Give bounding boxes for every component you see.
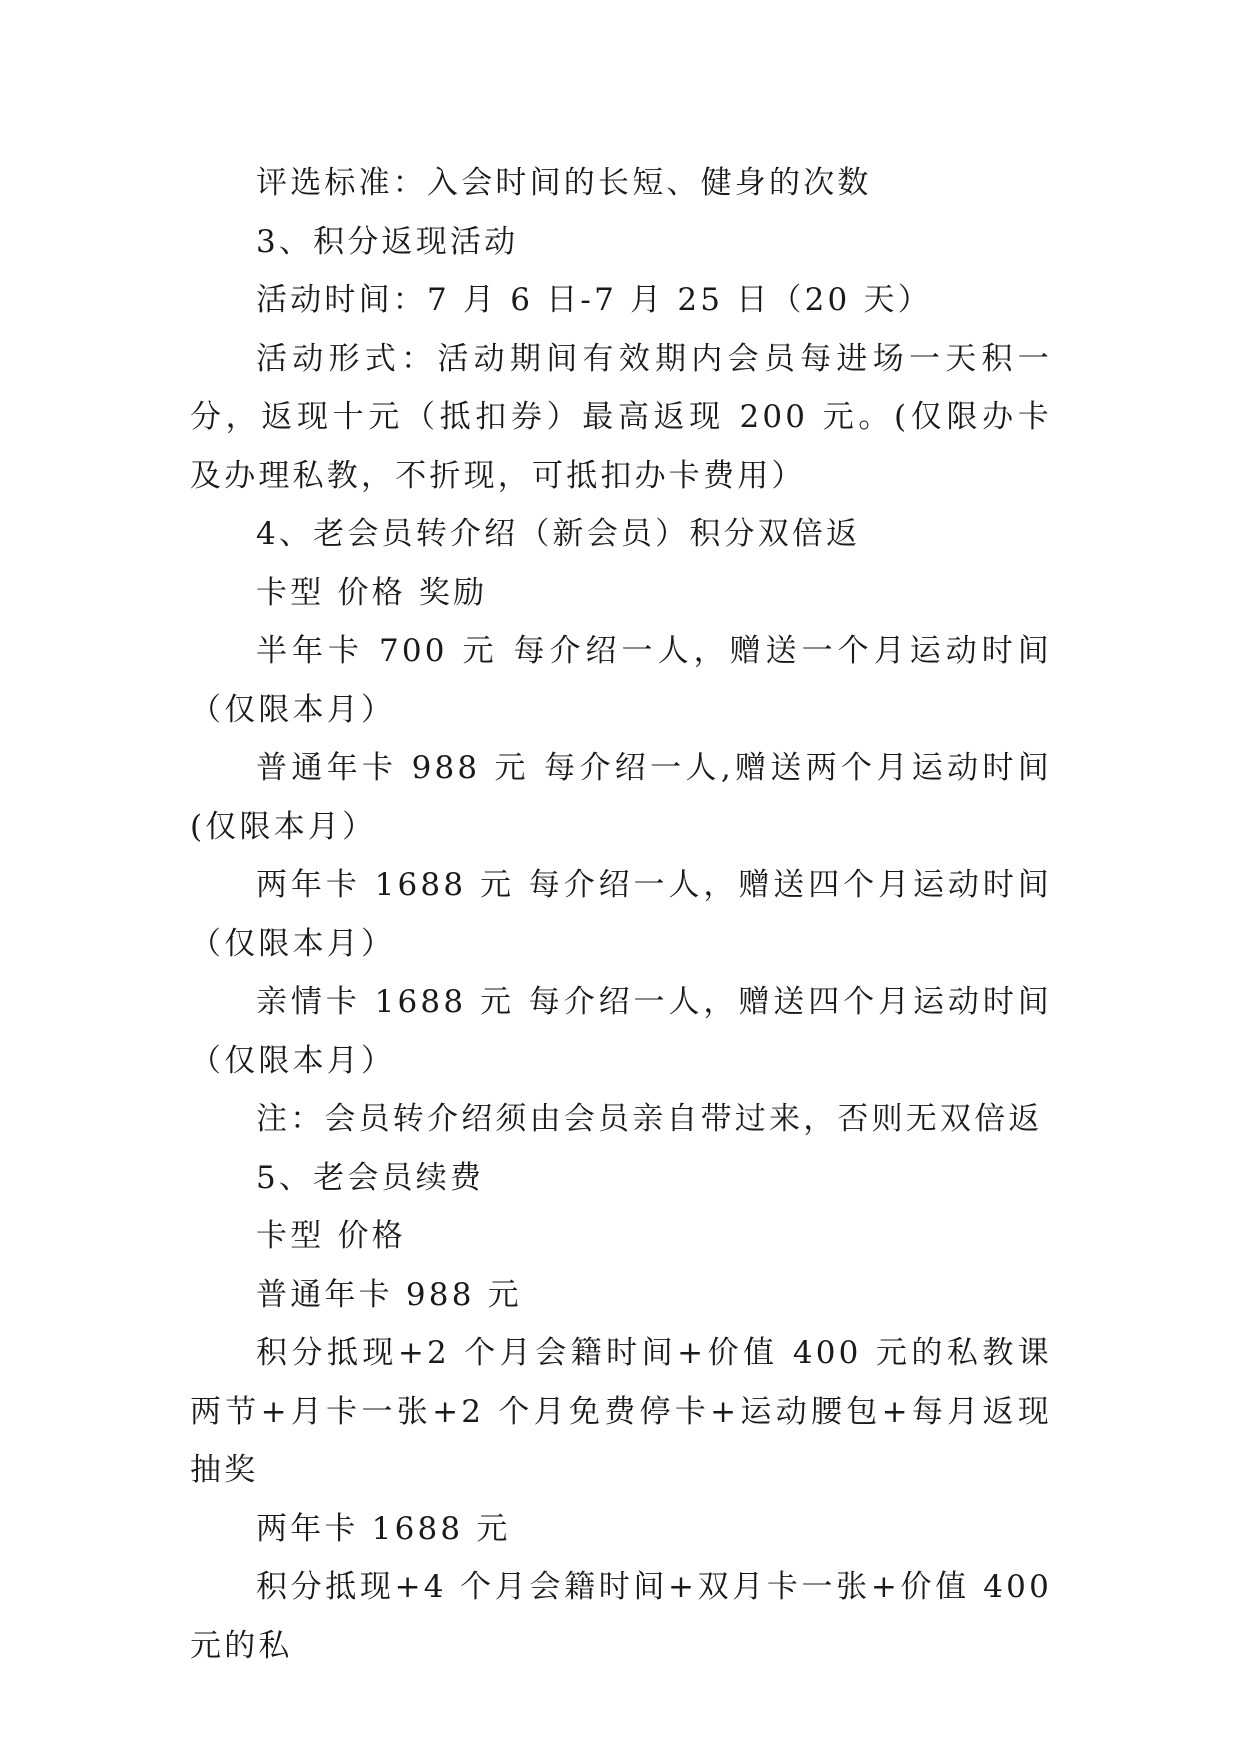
paragraph-activity-time: 活动时间：7 月 6 日-7 月 25 日（20 天） <box>256 282 932 318</box>
paragraph-annual-card: 普通年卡 988 元 每介绍一人,赠送两个月运动时间(仅限本月） <box>190 750 1052 845</box>
paragraph-two-year-card: 两年卡 1688 元 每介绍一人，赠送四个月运动时间（仅限本月） <box>190 867 1052 962</box>
paragraph-family-card: 亲情卡 1688 元 每介绍一人，赠送四个月运动时间（仅限本月） <box>190 984 1052 1079</box>
heading-points-cashback: 3、积分返现活动 <box>256 223 519 260</box>
document-page <box>190 154 1052 1675</box>
paragraph-referral-columns: 卡型 价格 奖励 <box>256 574 488 611</box>
heading-referral: 4、老会员转介绍（新会员）积分双倍返 <box>256 516 861 552</box>
paragraph-referral-note: 注：会员转介绍须由会员亲自带过来，否则无双倍返 <box>256 1101 1043 1137</box>
paragraph-renewal-columns: 卡型 价格 <box>256 1218 406 1254</box>
paragraph-renewal-two-year-benefits: 积分抵现+4 个月会籍时间+双月卡一张+价值 400 元的私 <box>190 1569 1052 1664</box>
paragraph-renewal-two-year-card: 两年卡 1688 元 <box>256 1510 511 1547</box>
paragraph-selection-criteria: 评选标准：入会时间的长短、健身的次数 <box>256 165 872 201</box>
heading-renewal: 5、老会员续费 <box>256 1159 485 1196</box>
paragraph-activity-format: 活动形式：活动期间有效期内会员每进场一天积一分，返现十元（抵扣券）最高返现 200 元。(仅限办卡及办理私教，不折现，可抵扣办卡费用） <box>190 340 1052 494</box>
paragraph-renewal-annual-benefits: 积分抵现+2 个月会籍时间+价值 400 元的私教课两节+月卡一张+2 个月免费停卡+运动腰包+每月返现抽奖 <box>190 1335 1052 1488</box>
paragraph-half-year-card: 半年卡 700 元 每介绍一人，赠送一个月运动时间（仅限本月） <box>190 633 1052 728</box>
paragraph-renewal-annual-card: 普通年卡 988 元 <box>256 1276 522 1313</box>
